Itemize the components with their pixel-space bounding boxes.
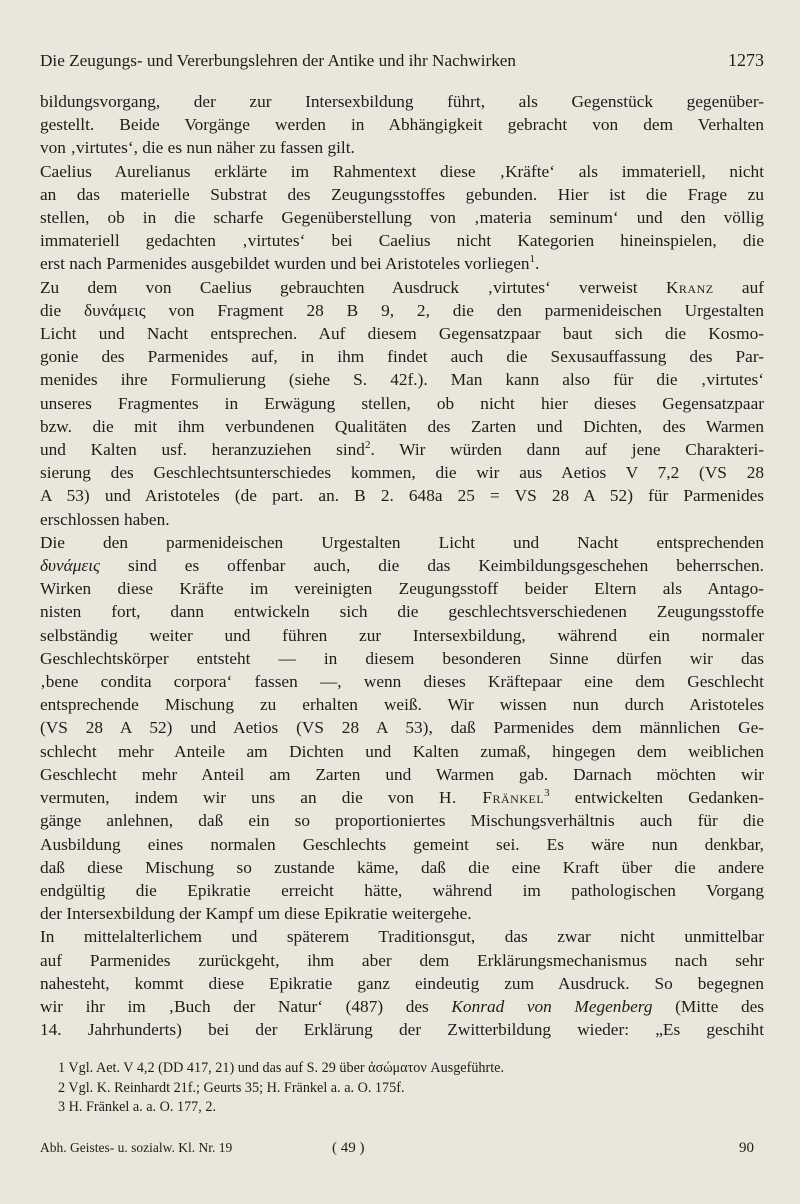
text-line: gestellt. Beide Vorgänge werden in Abhängigkeit gebracht von dem Verhalten	[40, 115, 764, 135]
main-text	[40, 90, 764, 1041]
greek-dynameis: δυνάμεις	[40, 556, 101, 576]
footnote-2: 2 Vgl. K. Reinhardt 21f.; Geurts 35; H. Fränkel a. a. O. 175f.	[58, 1079, 405, 1096]
author-kranz: Kranz	[665, 277, 714, 297]
text-line: Geschlechtskörper entsteht — in diesem besonderen Sinne dürfen wir das	[40, 648, 764, 668]
text-line: nisten fort, dann entwickeln sich die geschlechtsverschiedenen Zeugungsstoffe	[40, 602, 764, 622]
footnote-1: 1 Vgl. Aet. V 4,2 (DD 417, 21) und das auf S. 29 über ἀσώματον Ausgeführte.	[58, 1060, 505, 1076]
text-line: erschlossen haben.	[40, 509, 170, 529]
text-line: Geschlecht mehr Anteil am Zarten und Warmen gab. Darnach möchten wir	[40, 764, 764, 784]
footnote-3: 3 H. Fränkel a. a. O. 177, 2.	[58, 1099, 217, 1116]
text-line: bzw. die mit ihm verbundenen Qualitäten des Zarten und Dichten, des Warmen	[40, 416, 764, 436]
text-line: Ausbildung eines normalen Geschlechts gemeint sei. Es wäre nun denkbar,	[40, 834, 764, 854]
text-line: endgültig die Epikratie erreicht hätte, während im pathologischen Vorgang	[40, 880, 764, 900]
text-line: In mittelalterlichem und späterem Traditionsgut, das zwar nicht unmittelbar	[40, 927, 764, 947]
sheet-number: ( 49 )	[332, 1140, 365, 1156]
text-line: gänge anlehnen, daß ein so proportioniertes Mischungsverhältnis auch für die	[40, 811, 764, 831]
author-konrad: Konrad von Megenberg	[451, 996, 653, 1016]
text-line: unseres Fragmentes in Erwägung stellen, ob nicht hier dieses Gegensatzpaar	[40, 393, 764, 413]
text-line: menides ihre Formulierung (siehe S. 42f.). Man kann also für die ‚virtutes‘	[40, 370, 764, 390]
running-title: Die Zeugungs- und Vererbungslehren der Antike und ihr Nachwirken	[40, 51, 517, 70]
text-line: Caelius Aurelianus erklärte im Rahmentext diese ‚Kräfte‘ als immateriell, nicht	[40, 161, 764, 181]
text-line: Die den parmenideischen Urgestalten Licht und Nacht entsprechenden	[40, 532, 764, 552]
text-line: sierung des Geschlechtsunterschiedes kommen, die wir aus Aetios V 7,2 (VS 28	[40, 463, 764, 483]
text-line: nahesteht, kommt diese Epikratie ganz eindeutig zum Ausdruck. So begegnen	[40, 973, 764, 993]
footnotes	[40, 1059, 764, 1118]
text-line: immateriell gedachten ‚virtutes‘ bei Caelius nicht Kategorien hineinspielen, die	[40, 231, 764, 251]
text-line: Zu dem von Caelius gebrauchten Ausdruck ‚virtutes‘ verweist Kranz auf	[40, 277, 764, 297]
text-line: (VS 28 A 52) und Aetios (VS 28 A 53), daß Parmenides dem männlichen Ge-	[40, 718, 764, 738]
text-line: der Intersexbildung der Kampf um diese Epikratie weitergehe.	[40, 904, 472, 924]
text-line: bildungsvorgang, der zur Intersexbildung führt, als Gegenstück gegenüber-	[40, 92, 764, 111]
text-line: auf Parmenides zurückgeht, ihm aber dem Erklärungsmechanismus nach sehr	[40, 950, 764, 970]
footnote-ref-3: 3	[544, 787, 550, 800]
text-line: ‚bene condita corpora‘ fassen —, wenn dieses Kräftepaar eine dem Geschlecht	[40, 672, 764, 692]
footnote-ref-2: 2	[364, 439, 371, 452]
text-line: selbständig weiter und führen zur Intersexbildung, während ein normaler	[40, 625, 764, 645]
text-line: an das materielle Substrat des Zeugungsstoffes gebunden. Hier ist die Frage zu	[40, 184, 764, 204]
running-header	[40, 50, 764, 71]
text-line: stellen, ob in die scharfe Gegenüberstellung von ‚materia seminum‘ und den völlig	[40, 208, 764, 228]
text-line: vermuten, indem wir uns an die von H. Fränkel$^3$ entwickelten Gedanken-	[40, 787, 764, 808]
author-fraenkel: H. Fränkel	[438, 788, 545, 808]
text-line: von ‚virtutes‘, die es nun näher zu fassen gilt.	[40, 138, 355, 158]
text-line: Wirken diese Kräfte im vereinigten Zeugungsstoff beider Eltern als Antago-	[40, 579, 764, 599]
text-line: δυνάμεις sind es offenbar auch, die das Keimbildungsgeschehen beherrschen.	[40, 556, 764, 576]
footnote-ref-1: 1	[529, 253, 536, 266]
page-number: 1273	[728, 50, 764, 70]
text-line: gonie des Parmenides auf, in ihm findet auch die Sexusauffassung des Par-	[40, 347, 764, 367]
text-line: die δυνάμεις von Fragment 28 B 9, 2, die den parmenideischen Urgestalten	[40, 300, 764, 320]
page-footer	[40, 1140, 764, 1157]
series-note: Abh. Geistes- u. sozialw. Kl. Nr. 19	[40, 1140, 233, 1155]
text-line: Licht und Nacht entsprechen. Auf diesem Gegensatzpaar baut sich die Kosmo-	[40, 324, 764, 344]
text-line: daß diese Mischung so zustande käme, daß die eine Kraft über die andere	[40, 857, 764, 877]
signature-mark: 90	[739, 1140, 754, 1156]
text-line: schlecht mehr Anteile am Dichten und Kalten zumaß, hingegen dem weiblichen	[40, 741, 764, 761]
text-line: A 53) und Aristoteles (de part. an. B 2. 648a 25 = VS 28 A 52) für Parmenides	[40, 486, 764, 506]
text-line: wir ihr im ‚Buch der Natur‘ (487) des Konrad von Megenberg (Mitte des	[40, 996, 764, 1016]
text-line: und Kalten usf. heranzuziehen sind$^2$. Wir würden dann auf jene Charakteri-	[40, 439, 764, 460]
text-line: 14. Jahrhunderts) bei der Erklärung der Zwitterbildung wieder: „Es geschiht	[40, 1020, 764, 1040]
text-line: erst nach Parmenides ausgebildet wurden und bei Aristoteles vorliegen$^1$.	[40, 253, 540, 274]
text-line: entsprechende Mischung zu erhalten weiß. Wir wissen nun durch Aristoteles	[40, 695, 764, 715]
